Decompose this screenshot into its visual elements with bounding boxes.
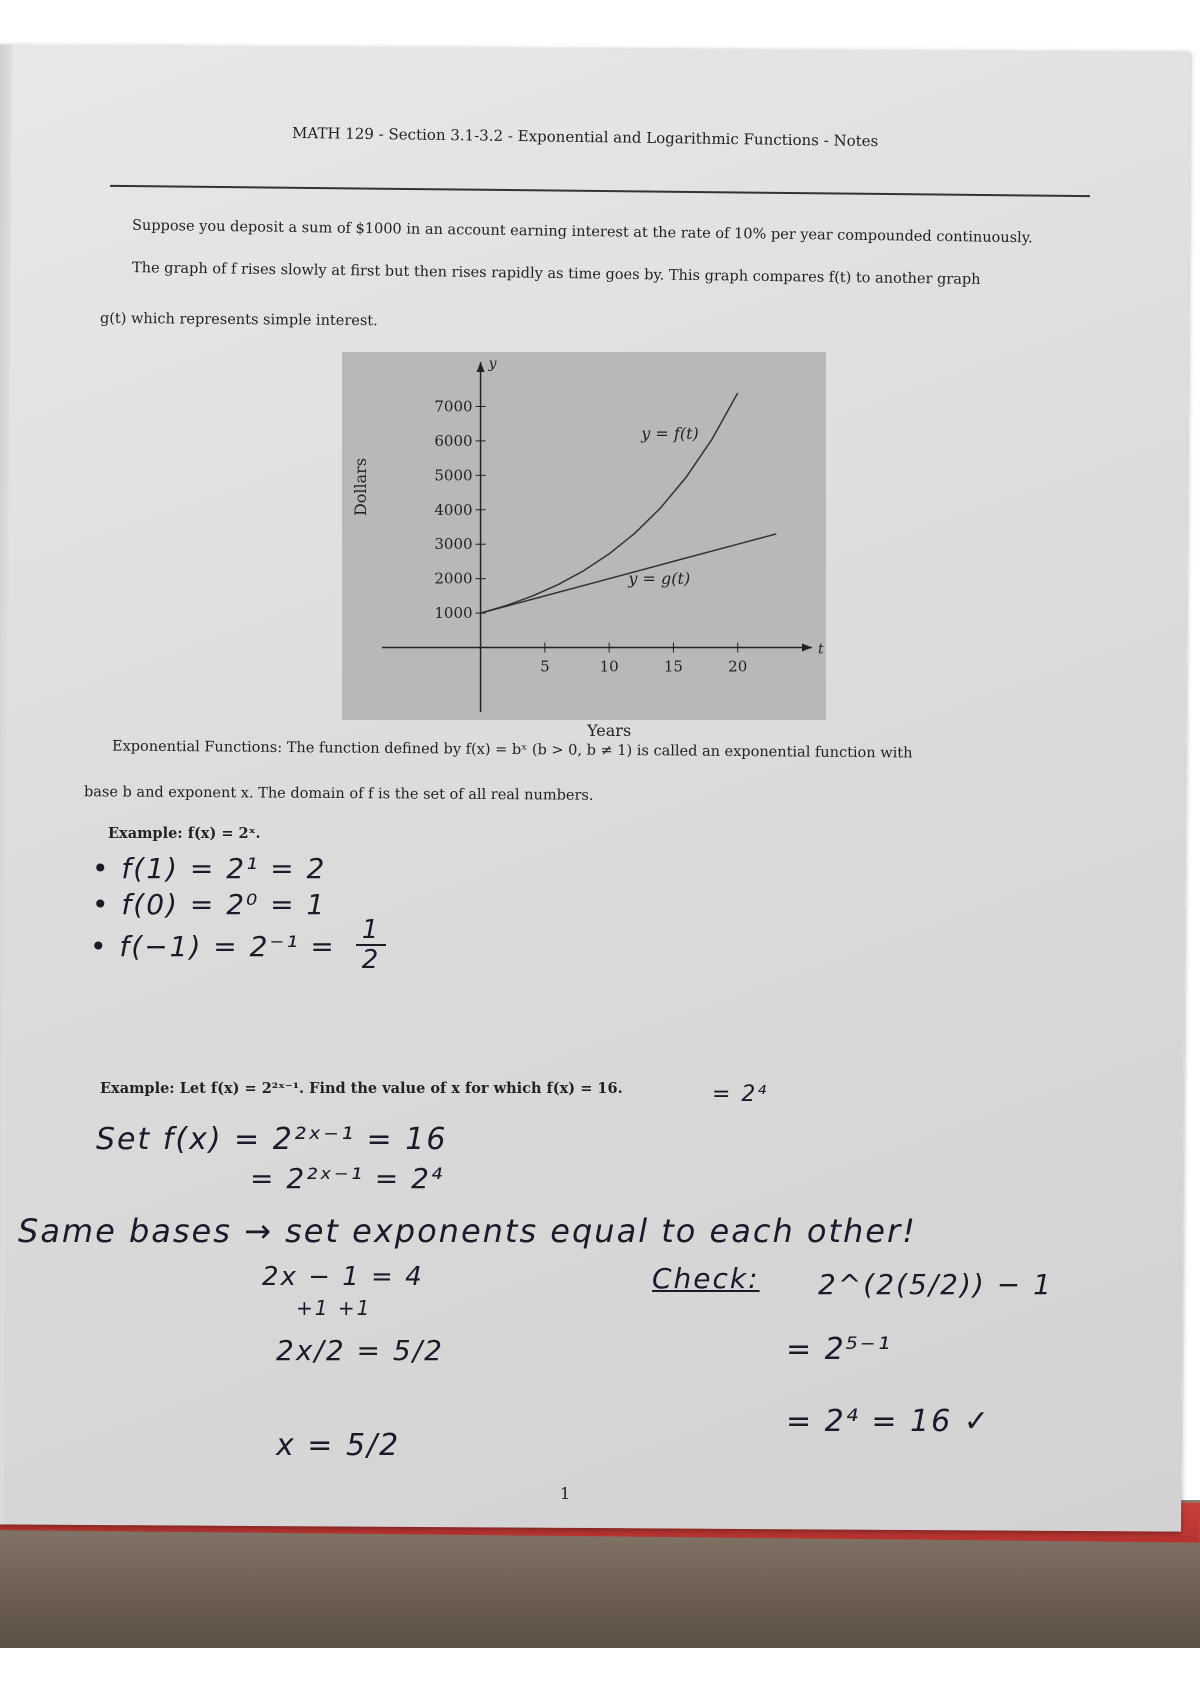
work-set-line: Set f(x) = 2²ˣ⁻¹ = 16 — [96, 1122, 448, 1157]
y-axis-label: Dollars — [351, 457, 370, 517]
example-2-label: Example: Let f(x) = 2²ˣ⁻¹. Find the value of x for which f(x) = 16. — [100, 1080, 623, 1097]
x-tick-label: 5 — [540, 657, 550, 676]
series-label-g: y = g(t) — [628, 568, 691, 588]
example-1-work-line-3: • f(−1) = 2⁻¹ = — [90, 930, 336, 963]
page-title: MATH 129 - Section 3.1-3.2 - Exponential and Logarithmic Functions - Notes — [291, 123, 879, 151]
example-1-label: Example: f(x) = 2ˣ. — [108, 825, 261, 842]
y-tick-label: 7000 — [434, 397, 473, 416]
series-label-f: y = f(t) — [641, 424, 699, 444]
check-line-2: = 2⁵⁻¹ — [786, 1332, 892, 1367]
y-tick-label: 3000 — [434, 535, 473, 554]
work-set-line-b: = 2²ˣ⁻¹ = 2⁴ — [250, 1162, 445, 1195]
backdrop-top — [0, 0, 1200, 50]
fraction-numerator: 1 — [361, 915, 381, 945]
work-same-bases-note: Same bases → set exponents equal to each other! — [18, 1212, 917, 1250]
y-tick-label: 2000 — [434, 569, 473, 588]
intro-paragraph-line-2: The graph of f rises slowly at first but then rises rapidly as time goes by. This graph compares f(t) to another graph — [131, 260, 981, 288]
check-label: Check: — [652, 1262, 760, 1295]
growth-chart — [342, 352, 826, 740]
x-tick-label: 20 — [728, 657, 748, 676]
intro-paragraph-line-3: g(t) which represents simple interest. — [99, 310, 378, 330]
y-tick-label: 5000 — [434, 466, 473, 485]
example-1-fraction — [356, 915, 386, 975]
example-2-annotation: = 2⁴ — [712, 1082, 769, 1107]
definition-line-2: base b and exponent x. The domain of f is the set of all real numbers. — [83, 784, 594, 804]
definition-line-1: Exponential Functions: The function defined by f(x) = bˣ (b > 0, b ≠ 1) is called an exponential function with — [111, 738, 913, 762]
x-axis-symbol: t — [818, 641, 824, 658]
intro-paragraph-line-1: Suppose you deposit a sum of $1000 in an account earning interest at the rate of 10% per year compounded continuously. — [131, 217, 1033, 247]
page-number: 1 — [560, 1484, 571, 1503]
work-step-3: 2x/2 = 5/2 — [276, 1334, 444, 1367]
x-tick-label: 15 — [663, 657, 683, 676]
y-tick-label: 4000 — [434, 500, 473, 519]
work-step-4: x = 5/2 — [276, 1428, 401, 1463]
check-line-1: 2^(2(5/2)) − 1 — [818, 1268, 1053, 1301]
chart-background — [342, 352, 826, 720]
work-step-1: 2x − 1 = 4 — [262, 1262, 424, 1292]
example-1-work-line-2: • f(0) = 2⁰ = 1 — [92, 888, 327, 921]
fraction-denominator: 2 — [361, 945, 381, 975]
x-axis-label: Years — [587, 721, 632, 740]
paper-edge — [0, 44, 12, 1524]
bottom-margin — [0, 1648, 1200, 1698]
check-line-3: = 2⁴ = 16 ✓ — [786, 1404, 991, 1439]
x-tick-label: 10 — [599, 657, 619, 676]
work-step-2: +1 +1 — [296, 1296, 372, 1320]
y-tick-label: 1000 — [434, 604, 473, 623]
example-1-work-line-1: • f(1) = 2¹ = 2 — [92, 852, 327, 885]
growth-chart-svg — [342, 352, 826, 740]
y-axis-symbol: y — [488, 356, 497, 372]
y-tick-label: 6000 — [434, 431, 473, 450]
